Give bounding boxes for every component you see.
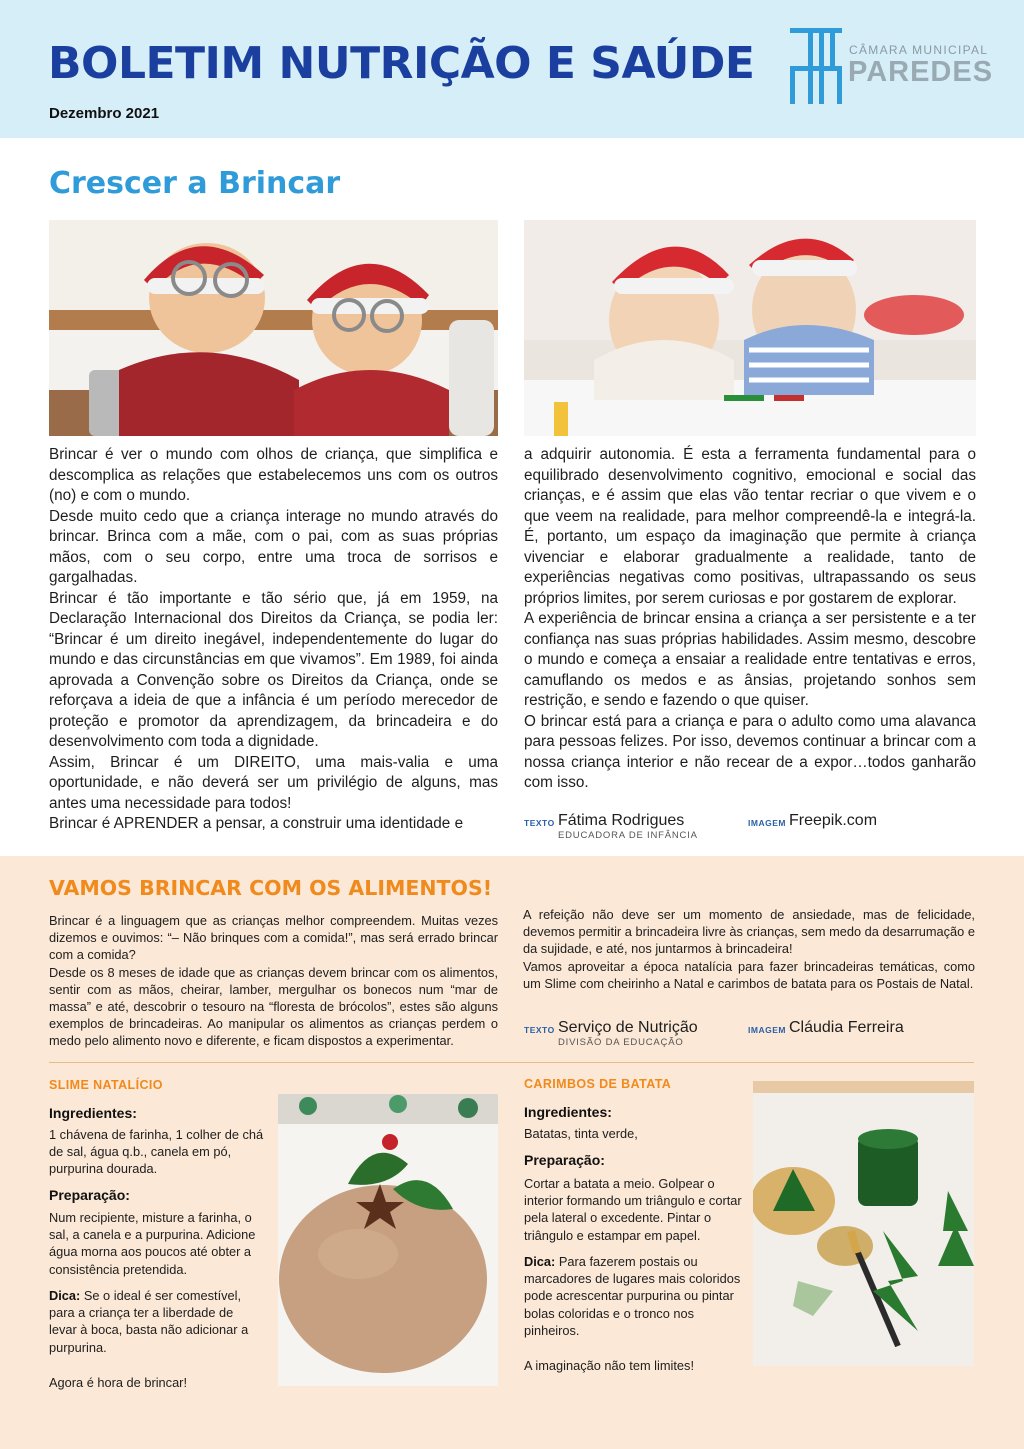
image-credit-name: Cláudia Ferreira <box>789 1019 904 1036</box>
article-paragraph: Brincar é ver o mundo com olhos de criança, que simplifica e descomplica as relações que estabelecemos uns com os outros (no) e com o mundo. <box>49 446 498 504</box>
girls-drawing-photo <box>524 220 976 436</box>
text-credit-name: Serviço de Nutrição <box>558 1019 698 1036</box>
section-divider <box>49 1062 974 1063</box>
recipe-slime-title: SLIME NATALÍCIO <box>49 1078 163 1092</box>
article-column-right <box>524 445 976 794</box>
text-credit-tag: TEXTO <box>524 818 555 828</box>
article-paragraph: Assim, Brincar é um DIREITO, uma mais-valia e uma oportunidade, e não deverá ser um privilégio de alguns, mas antes uma necessidade para todos! <box>49 753 498 812</box>
play-paragraph: Desde os 8 meses de idade que as crianças devem brincar com os alimentos, sentir com as mãos, cheirar, lamber, mergulhar os bonecos num “mar de massa” e até, descobrir o tesouro na “floresta de brócolos”, estes são alguns exemplos de brincadeiras. Ao manipular os alimentos as crianças perdem o medo pelo alimento novo e diferente, e ficam dispostos a experimentar. <box>49 964 498 1049</box>
image-credit-name: Freepik.com <box>789 812 878 829</box>
ingredients-heading: Ingredientes: <box>49 1105 137 1121</box>
tip-body: Para fazerem postais ou marcadores de lugares mais coloridos pode acrescentar purpurina ou pintar bolas coloridas e o tronco nos pinheiros. <box>524 1254 741 1338</box>
text-credit-name: Fátima Rodrigues <box>558 812 685 829</box>
christmas-slime-photo <box>278 1094 498 1386</box>
tip-label: Dica: <box>524 1254 556 1269</box>
preparation-heading: Preparação: <box>49 1187 130 1203</box>
preparation-text: Num recipiente, misture a farinha, o sal, a canela e a purpurina. Adicione água morna aos poucos até obter a consistência pretendida. <box>49 1210 256 1277</box>
logo-subtitle: CÂMARA MUNICIPAL <box>849 43 989 57</box>
issue-date: Dezembro 2021 <box>49 105 160 122</box>
recipe-closing: A imaginação não tem limites! <box>524 1358 694 1373</box>
recipe-closing: Agora é hora de brincar! <box>49 1375 188 1390</box>
article-paragraph: Desde muito cedo que a criança interage no mundo através do brincar. Brinca com a mãe, com o pai, com as suas próprias mãos, com o seu corpo, entre uma troca de sorrisos e gargalhadas. <box>49 507 498 586</box>
image-credit-tag: IMAGEM <box>748 818 786 828</box>
article-paragraph: a adquirir autonomia. É esta a ferramenta fundamental para o equilibrado desenvolvimento cognitivo, emocional e social das crianças, e é assim que elas vão tentar recriar o que vivem e o que veem na realidade, para melhor compreendê-la e integrá-la. É, portanto, um espaço da imaginação que permite à criança vivenciar e elaborar gradualmente a realidade, tanto de experiências negativas como positivas, ultrapassando os seus próprios limites, por serem curiosas e por gostarem de explorar. <box>524 446 976 607</box>
tip-text <box>524 1253 746 1339</box>
logo-name: PAREDES <box>848 56 994 88</box>
tip-body: Se o ideal é ser comestível, para a criança ter a liberdade de levar à boca, basta não adicionar a purpurina. <box>49 1288 249 1355</box>
article-paragraph: Brincar é APRENDER a pensar, a construir uma identidade e <box>49 815 464 832</box>
play-paragraph: A refeição não deve ser um momento de ansiedade, mas de felicidade, devemos permitir a brincadeira livre às crianças, sem medo da desarrumação e da sujidade, e até, nos juntarmos à brincadeira! <box>523 907 975 957</box>
preparation-text: Cortar a batata a meio. Golpear o interior formando um triângulo e cortar pela lateral o excedente. Pintar o triângulo e estampar em papel. <box>524 1176 742 1243</box>
text-credit-role: DIVISÃO DA EDUCAÇÃO <box>558 1037 684 1048</box>
ingredients-text: 1 chávena de farinha, 1 colher de chá de sal, água q.b., canela em pó, purpurina dourada. <box>49 1127 264 1177</box>
recipe-potato-stamp-title: CARIMBOS DE BATATA <box>524 1077 672 1091</box>
article-title: Crescer a Brincar <box>49 166 341 201</box>
tip-label: Dica: <box>49 1288 81 1303</box>
article-paragraph: O brincar está para a criança e para o adulto como uma alavanca para pessoas felizes. Por isso, devemos continuar a brincar com a nossa criança interior e não recear de a expor…todos ganharão com isso. <box>524 712 976 791</box>
text-credit-role: EDUCADORA DE INFÂNCIA <box>558 830 698 841</box>
play-paragraph: Brincar é a linguagem que as crianças melhor compreendem. Muitas vezes dizemos e ouvimos: “– Não brinques com a comida!”, mas será errado brincar com a comida? <box>49 913 498 963</box>
text-credit-tag: TEXTO <box>524 1025 555 1035</box>
play-intro-left <box>49 912 498 1050</box>
bulletin-title: BOLETIM NUTRIÇÃO E SAÚDE <box>48 38 755 89</box>
tip-text <box>49 1287 264 1356</box>
article-paragraph: A experiência de brincar ensina a criança a ser persistente e a ter confiança nas suas próprias habilidades. Assim mesmo, descobre o mundo e começa a ensaiar a realidade entre tentativas e erros, camuflando os medos e as ânsias, projetando sonhos sem restrição, e sendo e fazendo o que quiser. <box>524 610 976 709</box>
preparation-heading: Preparação: <box>524 1152 605 1168</box>
play-section-title: VAMOS BRINCAR COM OS ALIMENTOS! <box>49 876 493 900</box>
image-credit-tag: IMAGEM <box>748 1025 786 1035</box>
play-intro-right <box>523 906 975 992</box>
ingredients-heading: Ingredientes: <box>524 1104 612 1120</box>
children-cookie-cutters-photo <box>49 220 498 436</box>
play-paragraph: Vamos aproveitar a época natalícia para fazer brincadeiras temáticas, como um Slime com cheirinho a Natal e carimbos de batata para os Postais de Natal. <box>523 958 975 991</box>
potato-stamps-photo <box>753 1081 974 1366</box>
article-paragraph: Brincar é tão importante e tão sério que, já em 1959, na Declaração Internacional dos Direitos da Criança, se podia ler: “Brincar é um direito inegável, independentemente do lugar do mundo e das circunstâncias em que vivamos”. Em 1989, foi ainda aprovada a Convenção sobre os Direitos da Criança, onde se reforçava a ideia de que a infância é um período merecedor de proteção e promotor da aprendizagem, da brincadeira e do desenvolvimento com toda a dignidade. <box>49 589 498 750</box>
ingredients-text: Batatas, tinta verde, <box>524 1126 638 1141</box>
article-column-left <box>49 445 498 835</box>
